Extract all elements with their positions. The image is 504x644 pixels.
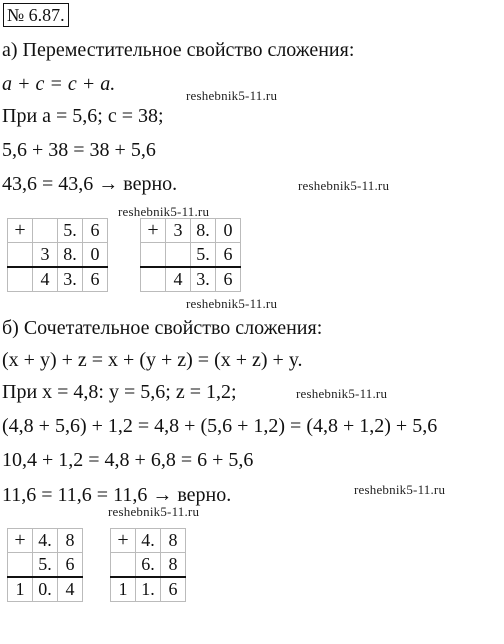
column-addition-a1 xyxy=(7,218,108,292)
part-b-substitution: (4,8 + 5,6) + 1,2 = 4,8 + (5,6 + 1,2) = (4,8 + 1,2) + 5,6 xyxy=(2,415,438,437)
column-cell: 4. xyxy=(33,529,58,553)
column-cell: 5. xyxy=(191,243,216,268)
column-cell: 0. xyxy=(33,577,58,602)
column-addition-b2 xyxy=(110,528,186,602)
column-cell: 6 xyxy=(161,577,186,602)
column-cell: 8 xyxy=(58,529,83,553)
column-cell: 5. xyxy=(33,553,58,578)
column-addition-b1 xyxy=(7,528,83,602)
column-addition-a2 xyxy=(140,218,241,292)
column-cell: + xyxy=(8,219,33,243)
column-cell: 6 xyxy=(83,267,108,292)
part-b-formula: (x + y) + z = x + (y + z) = (x + z) + y. xyxy=(2,349,303,371)
column-cell xyxy=(8,267,33,292)
watermark: reshebnik5-11.ru xyxy=(186,296,278,311)
part-a-formula: a + c = c + a. xyxy=(2,73,116,95)
watermark: reshebnik5-11.ru xyxy=(118,204,210,219)
column-cell: 3. xyxy=(58,267,83,292)
watermark: reshebnik5-11.ru xyxy=(186,88,278,103)
column-cell: 8. xyxy=(58,243,83,268)
column-cell: 4. xyxy=(136,529,161,553)
part-b-heading: б) Сочетательное свойство сложения: xyxy=(2,317,323,339)
watermark: reshebnik5-11.ru xyxy=(354,482,446,497)
column-cell: 6 xyxy=(216,243,241,268)
column-cell: 4 xyxy=(33,267,58,292)
column-cell: 5. xyxy=(58,219,83,243)
column-cell xyxy=(33,219,58,243)
column-cell: 6 xyxy=(58,553,83,578)
column-cell: + xyxy=(141,219,166,243)
column-cell: 4 xyxy=(58,577,83,602)
column-cell: 1 xyxy=(111,577,136,602)
column-cell xyxy=(141,267,166,292)
column-cell: 4 xyxy=(166,267,191,292)
part-b-result: 11,6 = 11,6 = 11,6 → верно. xyxy=(2,484,232,506)
part-b-given: При x = 4,8: y = 5,6; z = 1,2; xyxy=(2,381,237,403)
column-cell: 1 xyxy=(8,577,33,602)
watermark: reshebnik5-11.ru xyxy=(296,386,388,401)
column-cell xyxy=(8,243,33,268)
column-cell xyxy=(8,553,33,578)
column-cell: 8 xyxy=(161,529,186,553)
column-cell: 1. xyxy=(136,577,161,602)
watermark: reshebnik5-11.ru xyxy=(108,504,200,519)
column-cell xyxy=(111,553,136,578)
problem-number: № 6.87. xyxy=(3,3,69,27)
column-cell: + xyxy=(111,529,136,553)
column-cell: 3. xyxy=(191,267,216,292)
column-cell: 8. xyxy=(191,219,216,243)
part-a-given: При a = 5,6; c = 38; xyxy=(2,105,164,127)
column-cell: 8 xyxy=(161,553,186,578)
column-cell xyxy=(141,243,166,268)
column-cell: 6. xyxy=(136,553,161,578)
column-cell: 0 xyxy=(216,219,241,243)
part-a-result: 43,6 = 43,6 → верно. xyxy=(2,173,178,195)
part-b-step: 10,4 + 1,2 = 4,8 + 6,8 = 6 + 5,6 xyxy=(2,449,254,471)
watermark: reshebnik5-11.ru xyxy=(298,178,390,193)
column-cell: 0 xyxy=(83,243,108,268)
column-cell: 6 xyxy=(83,219,108,243)
part-a-substitution: 5,6 + 38 = 38 + 5,6 xyxy=(2,139,156,161)
column-cell: + xyxy=(8,529,33,553)
column-cell xyxy=(166,243,191,268)
column-cell: 6 xyxy=(216,267,241,292)
column-cell: 3 xyxy=(166,219,191,243)
part-a-heading: а) Переместительное свойство сложения: xyxy=(2,39,355,61)
column-cell: 3 xyxy=(33,243,58,268)
